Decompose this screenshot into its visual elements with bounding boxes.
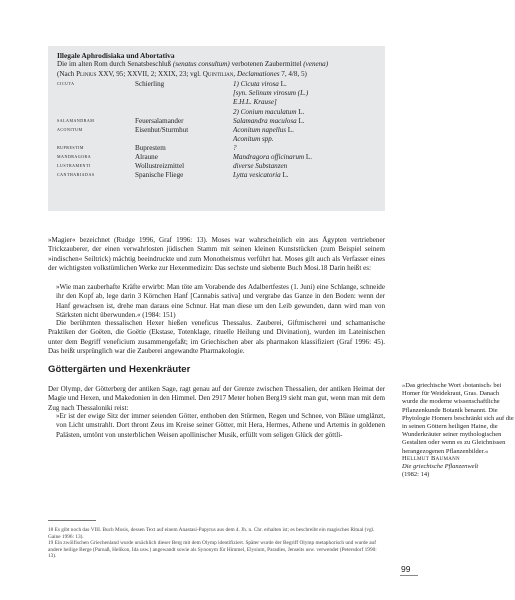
herb-scientific-name: E.H.L. Krause] bbox=[233, 98, 277, 107]
herb-latin-name: cicuta bbox=[57, 81, 75, 88]
quote-year: (1982: 14) bbox=[402, 471, 430, 479]
box-source: (Nach Plinius XXV, 95; XXVII, 2; XXIX, 23; vgl. Quintilian, Declamationes 7, 4/8, 5) bbox=[57, 69, 307, 78]
herb-row bbox=[57, 117, 312, 126]
herb-german-name bbox=[135, 108, 233, 117]
herb-latin-name: mandragora bbox=[57, 153, 92, 160]
herb-latin-name: buprestim bbox=[57, 144, 84, 151]
herb-scientific-name: Aconitum napellus L. bbox=[233, 125, 294, 134]
herb-scientific-name: diverse Substanzen bbox=[233, 162, 288, 171]
herb-german-name: Alraune bbox=[135, 152, 158, 161]
herb-latin-name bbox=[57, 135, 135, 144]
herb-german-name: Buprestem bbox=[135, 143, 166, 152]
page-number-rule bbox=[400, 575, 418, 576]
herb-german-name: Schierling bbox=[135, 80, 165, 89]
herb-scientific-name: Mandragora officinarum L. bbox=[233, 152, 313, 161]
herb-scientific-name: Aconitum spp. bbox=[233, 134, 274, 143]
herb-latin-name: salamandram bbox=[57, 117, 95, 124]
herb-latin-name: lustramenti bbox=[57, 163, 91, 170]
herb-german-name: Wollustreizmittel bbox=[135, 162, 185, 171]
herb-row bbox=[57, 108, 312, 117]
sidebar-attribution bbox=[402, 455, 515, 480]
herb-latin-name bbox=[57, 89, 135, 98]
herb-row bbox=[57, 126, 312, 135]
herb-scientific-name: 2) Conium maculatum L. bbox=[233, 107, 305, 116]
herb-scientific-name: 1) Cicuta virosa L. bbox=[233, 80, 287, 89]
herb-scientific-name: [syn. Selinum virosum (L.) bbox=[233, 89, 309, 98]
herb-row bbox=[57, 171, 312, 180]
herb-row bbox=[57, 153, 312, 162]
sidebar-quote: »Das griechische Wort ›botanisch‹ bei Homer für Weidekraut, Gras. Danach wurde die moderne wissenschaftliche Pflanzenkunde Botanik benannt. Die Phytologie Homers beschränkt sich auf die in seinen Göttern heiligen Haine, die Wunderkräuter seiner mythologischen Gestalten oder wenn es zu Gleichnissen herangezogenen Pflanzenbilder.« bbox=[402, 382, 514, 455]
paragraph-moses: »Magier« bezeichnet (Rudge 1996, Graf 1996: 13). Moses war wahrscheinlich ein aus Ägypten vertriebener Trickzauberer, der einen verwahrlosten jüdischen Stamm mit seinen kleinen Kunststücken (zum Beispiel seinem »indischen« Seiltrick) mächtig beeindruckte und zum Monotheismus verführt hat. Moses gilt auch als Verfasser eines der wichtigsten volkstümlichen Werke zur Hexenmedizin: Das sechste und siebente Buch Mosi.18 Darin heißt es: bbox=[48, 236, 385, 273]
herb-scientific-name: Salamandra maculosa L. bbox=[233, 116, 305, 125]
footnote-18: 18 Es gibt noch das VIII. Buch Mosis, dessen Text auf einem Anastasi-Papyrus aus dem 4. Jh. n. Chr. erhalten ist; es beschreibt ein magisches Ritual (vgl. Gaine 1996: 13). bbox=[48, 527, 375, 540]
herb-german-name bbox=[135, 98, 233, 107]
herb-row bbox=[57, 135, 312, 144]
quote-magic-powers: »Wie man zauberhafte Kräfte erwirbt: Man töte am Vorabende des Adalbertfestes (1. Juni) eine Schlange, schneide ihr den Kopf ab, lege darin 3 Körnchen Hanf [Cannabis sativa] und vergrabe das Ganze in den Boden: wenn der Hanf gewachsen ist, drehe man daraus eine Schnur. Hat man diese um den Leib gewunden, dann wird man von Stärksten nicht überwunden.« (1984: 151) bbox=[56, 283, 385, 320]
herb-scientific-name: Lytta vesicatoria L. bbox=[233, 171, 289, 180]
footnote-19: 19 Ein zwölfischen Griechenland wurde ursächlich dieser Berg mit dem Olymp identifiziert. Später wurde der Begriff Olymp metaphorisch und wurde auf andere heilige Berge (Parnaß, Helikon, Ida usw.) angewandt sowie als Synonym für Himmel, Elysium, Paradies, Jenseits usw. verwendet (Petersdorf 1990: 13). bbox=[48, 540, 377, 560]
paragraph-olymp: Der Olymp, der Götterberg der antiken Sage, ragt genau auf der Grenze zwischen Thessalien, der antiken Heimat der Magie und Hexen, und Makedonien in den Himmel. Den 2917 Meter hohen Berg19 sieht man gut, wenn man mit dem Zug nach Thessaloniki reist: bbox=[48, 385, 385, 412]
page-number: 99 bbox=[401, 564, 411, 574]
herb-german-name bbox=[135, 89, 233, 98]
herb-row bbox=[57, 144, 312, 153]
herb-scientific-name: ? bbox=[233, 143, 237, 152]
box-title: Illegale Aphrodisiaka und Abortativa bbox=[57, 51, 175, 60]
herb-german-name: Eisenhut/Sturmhut bbox=[135, 125, 189, 134]
footnotes bbox=[48, 527, 385, 560]
box-intro: Die im alten Rom durch Senatsbeschluß (senatus consultum) verbotenen Zaubermittel (venena) bbox=[57, 60, 329, 69]
section-heading: Göttergärten und Hexenkräuter bbox=[48, 364, 191, 375]
quote-work: Die griechische Pflanzenwelt bbox=[402, 463, 479, 471]
quote-author: Hellmut Baumann bbox=[402, 455, 460, 462]
herb-latin-name bbox=[57, 98, 135, 107]
herbs-table bbox=[57, 80, 312, 180]
herb-row bbox=[57, 89, 312, 98]
footnote-rule bbox=[48, 520, 96, 521]
paragraph-thessalian: Die berühmten thessalischen Hexer hießen veneficus Thessalus. Zauberei, Giftmischerei und schamanische Praktiken der Goëten, die Goëtie (Ekstase, Totenklage, rituelle Heilung und Divination), wurden im Lateinischen unter dem Begriff veneficium zusammengefaßt; im Griechischen aber als pharmakon klassifiziert (Graf 1996: 45). Das heißt ursprünglich war die Zauberei angewandte Pharmakologie. bbox=[48, 319, 385, 356]
herb-row bbox=[57, 98, 312, 107]
herb-latin-name bbox=[57, 108, 135, 117]
herb-latin-name: canthariadas bbox=[57, 172, 95, 179]
herb-row bbox=[57, 80, 312, 89]
quote-olymp: »Er ist der ewige Sitz der immer seienden Götter, enthoben den Stürmen, Regen und Schnee, von Bläue umglänzt, von Licht umstrahlt. Dort thront Zeus im Kreise seiner Götter, mit Hera, Hermes, Athene und Artemis in goldenen Palästen, umtönt von unsterblichen Weisen apollinischer Musik, erfüllt vom seligen Glück der göttli- bbox=[56, 412, 385, 439]
sidebar-box-illegal-aphrodisiacs bbox=[48, 46, 385, 211]
herb-german-name: Feuersalamander bbox=[135, 116, 184, 125]
herb-latin-name: aconitum bbox=[57, 126, 83, 133]
herb-german-name bbox=[135, 135, 233, 144]
herb-german-name: Spanische Fliege bbox=[135, 171, 184, 180]
herb-row bbox=[57, 162, 312, 171]
